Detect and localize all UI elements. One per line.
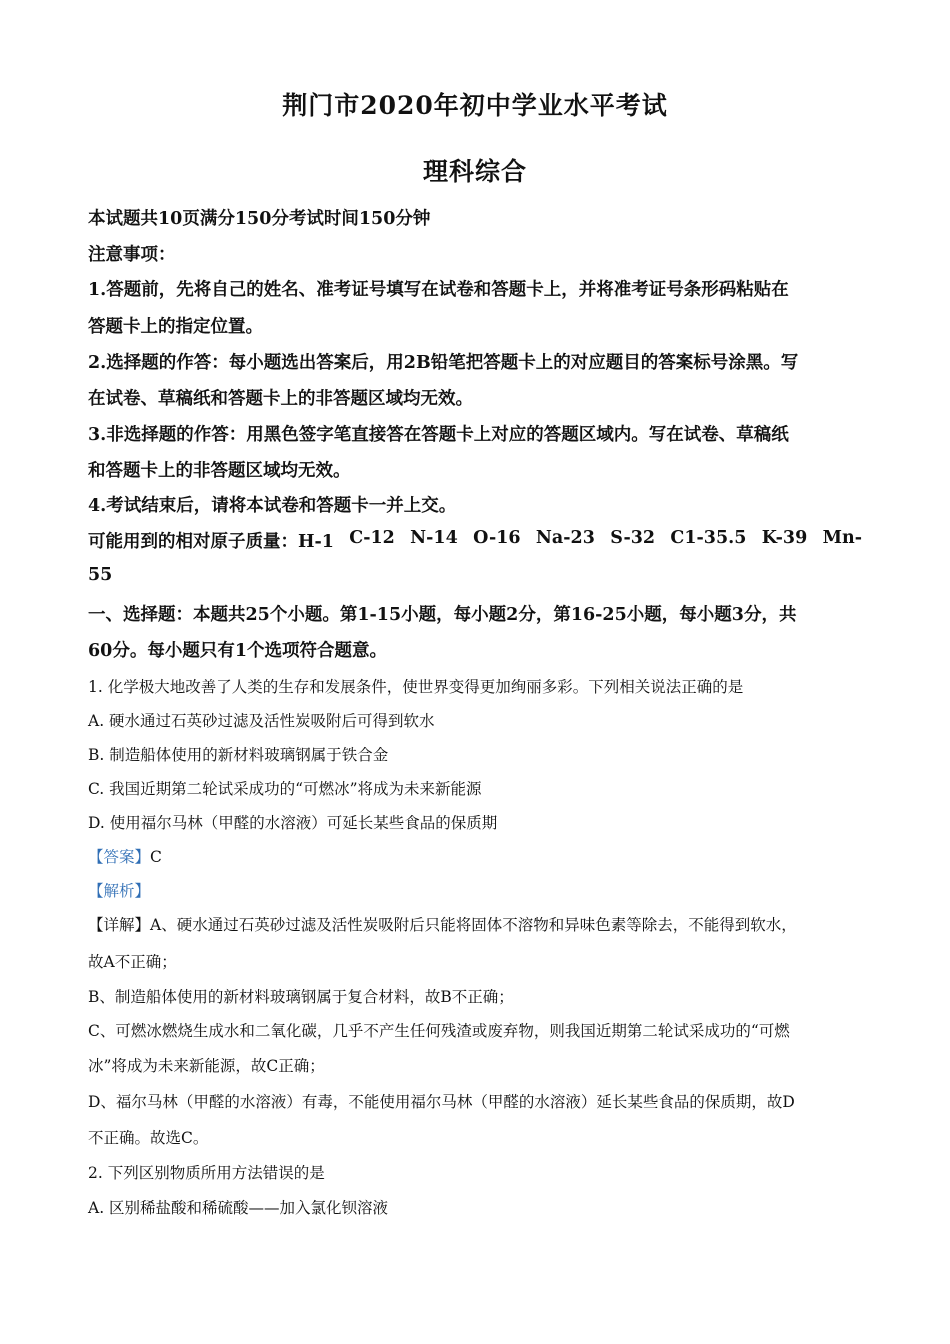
- question-option: C. 我国近期第二轮试采成功的“可燃冰”将成为未来新能源: [88, 780, 482, 798]
- atomic-mass-item: S-32: [610, 528, 656, 548]
- detail-line: 不正确。故选C。: [88, 1129, 209, 1147]
- question-stem: 1. 化学极大地改善了人类的生存和发展条件，使世界变得更加绚丽多彩。下列相关说法正确的是: [88, 678, 744, 696]
- atomic-mass-item: O-16: [473, 528, 521, 548]
- atomic-mass-item: C-12: [349, 528, 395, 548]
- exam-title: 荆门市2020年初中学业水平考试: [282, 91, 668, 120]
- atomic-mass-list: [88, 528, 862, 553]
- atomic-mass-item: K-39: [761, 528, 808, 548]
- answer-tag: 【答案】: [88, 848, 151, 866]
- detail-line: 【详解】A、硬水通过石英砂过滤及活性炭吸附后只能将固体不溶物和异味色素等除去，不能得到软水，: [88, 916, 797, 934]
- analysis-tag: 【解析】: [88, 882, 151, 900]
- detail-line: C、可燃冰燃烧生成水和二氧化碳，几乎不产生任何残渣或废弃物，则我国近期第二轮试采成功的“可燃: [88, 1022, 790, 1040]
- exam-info: 本试题共10页满分150分考试时间150分钟: [88, 209, 431, 229]
- notice-line: 2.选择题的作答：每小题选出答案后，用2B铅笔把答题卡上的对应题目的答案标号涂黑。写: [88, 353, 799, 373]
- question-stem: 2. 下列区别物质所用方法错误的是: [88, 1164, 325, 1182]
- notice-line: 4.考试结束后，请将本试卷和答题卡一并上交。: [88, 496, 457, 516]
- exam-subject: 理科综合: [422, 157, 527, 186]
- detail-line: 故A不正确；: [88, 953, 177, 971]
- section-heading: 60分。每小题只有1个选项符合题意。: [88, 641, 388, 661]
- notice-line: 3.非选择题的作答：用黑色签字笔直接答在答题卡上对应的答题区域内。写在试卷、草稿纸: [88, 425, 789, 445]
- section-heading: 一、选择题：本题共25个小题。第1-15小题，每小题2分，第16-25小题，每小题3分，共: [88, 605, 797, 625]
- notice-heading: 注意事项：: [88, 245, 176, 265]
- answer-value: C: [150, 848, 162, 866]
- atomic-mass-item: Na-23: [535, 528, 595, 548]
- detail-line: 冰”将成为未来新能源，故C正确；: [88, 1057, 325, 1075]
- question-option: A. 区别稀盐酸和稀硫酸——加入氯化钡溶液: [88, 1199, 389, 1217]
- atomic-mass-item: Mn-: [822, 528, 862, 548]
- question-option: B. 制造船体使用的新材料玻璃钢属于铁合金: [88, 746, 389, 764]
- notice-line: 在试卷、草稿纸和答题卡上的非答题区域均无效。: [88, 389, 473, 409]
- answer-line: [88, 845, 862, 867]
- notice-line: 答题卡上的指定位置。: [88, 317, 263, 337]
- detail-line: B、制造船体使用的新材料玻璃钢属于复合材料，故B不正确；: [88, 988, 514, 1006]
- atomic-mass-item: C1-35.5: [670, 528, 747, 548]
- atomic-mass-item: 可能用到的相对原子质量：H-1: [88, 532, 334, 552]
- atomic-mass-wrap: 55: [88, 565, 113, 585]
- question-option: A. 硬水通过石英砂过滤及活性炭吸附后可得到软水: [88, 712, 435, 730]
- notice-line: 和答题卡上的非答题区域均无效。: [88, 461, 351, 481]
- atomic-mass-item: N-14: [410, 528, 458, 548]
- question-option: D. 使用福尔马林（甲醛的水溶液）可延长某些食品的保质期: [88, 814, 498, 832]
- notice-line: 1.答题前，先将自己的姓名、准考证号填写在试卷和答题卡上，并将准考证号条形码粘贴在: [88, 280, 789, 300]
- detail-line: D、福尔马林（甲醛的水溶液）有毒，不能使用福尔马林（甲醛的水溶液）延长某些食品的保质期，故D: [88, 1093, 795, 1111]
